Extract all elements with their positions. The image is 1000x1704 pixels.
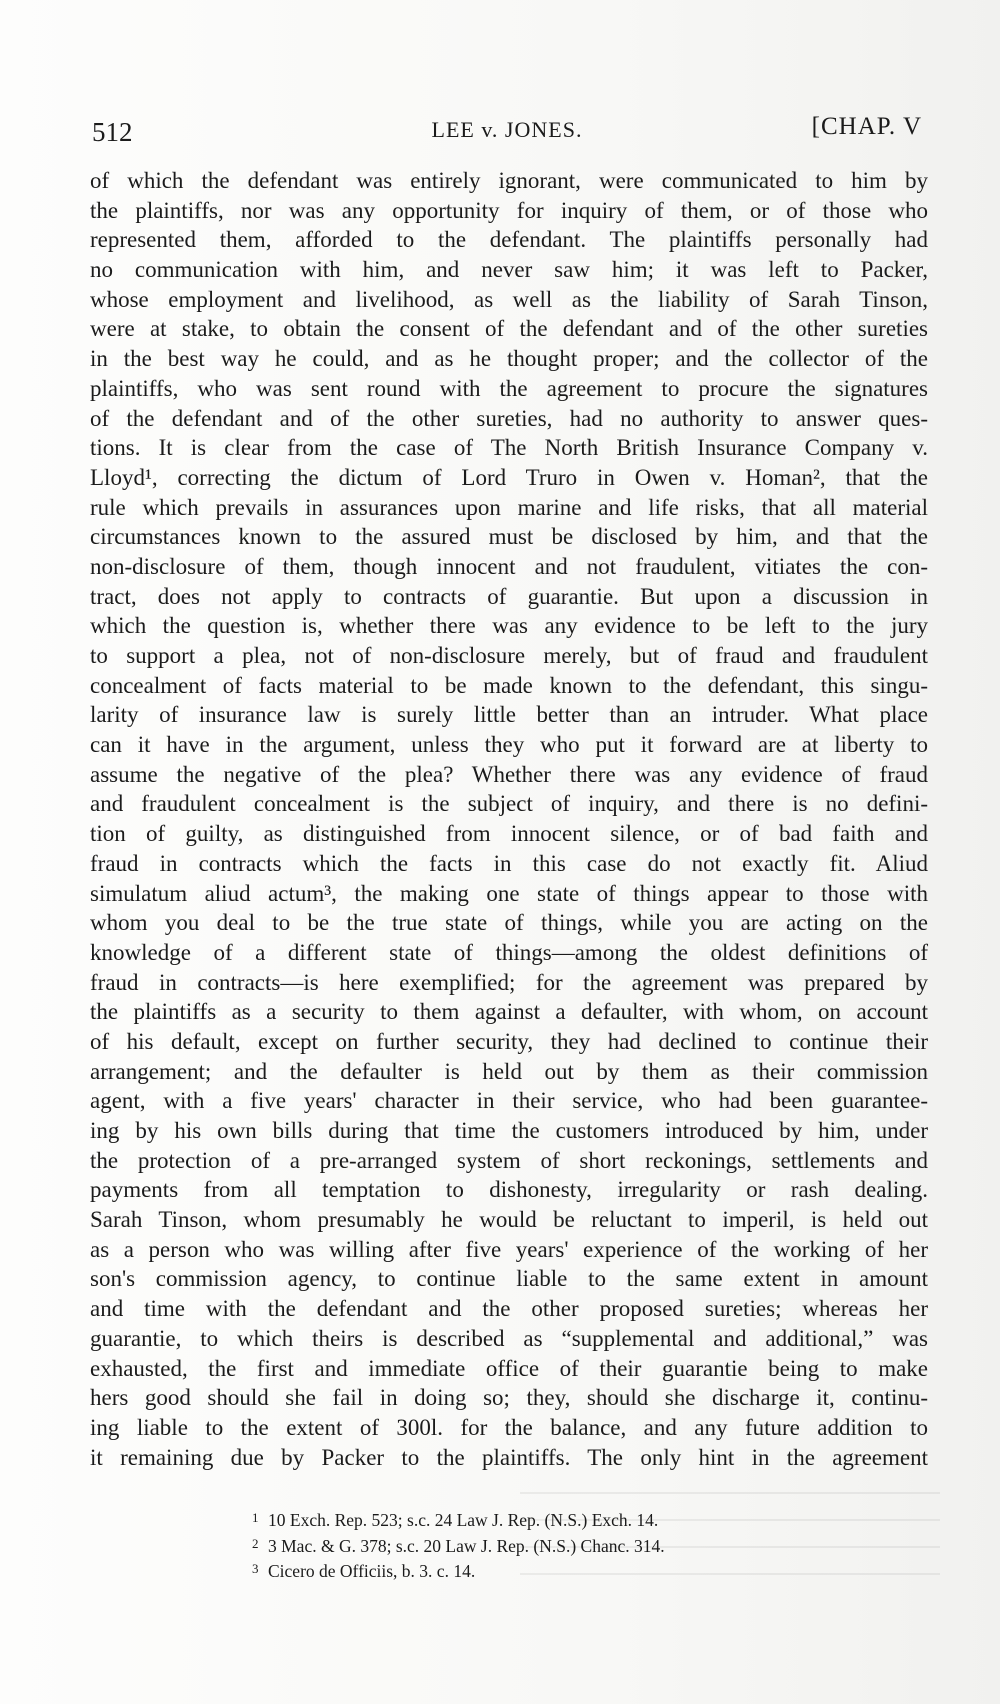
footnotes [252,1505,852,1582]
text-line: represented them, afforded to the defendant. The plaintiffs personally had [90,227,928,253]
text-line: payments from all temptation to dishonesty, irregularity or rash dealing. [90,1177,928,1203]
text-line: the plaintiffs, nor was any opportunity for inquiry of them, or of those who [90,197,928,223]
text-line: which the question is, whether there was any evidence to be left to the jury [90,613,928,639]
text-line: son's commission agency, to continue liable to the same extent in amount [90,1266,928,1292]
text-line: and time with the defendant and the other proposed sureties; whereas her [90,1296,928,1322]
main-text [90,166,928,1472]
text-line: tion of guilty, as distinguished from innocent silence, or of bad faith and [90,821,928,847]
text-line: Sarah Tinson, whom presumably he would be reluctant to imperil, is held out [90,1207,928,1233]
text-line: no communication with him, and never saw him; it was left to Packer, [90,257,928,283]
text-line: guarantie, to which theirs is described as “supplemental and additional,” was [90,1325,928,1351]
text-line: tions. It is clear from the case of The North British Insurance Company v. [90,435,928,461]
text-line: can it have in the argument, unless they who put it forward are at liberty to [90,732,928,758]
footnote [252,1505,852,1531]
text-line: non-disclosure of them, though innocent and not fraudulent, vitiates the con- [90,553,928,579]
text-line: of which the defendant was entirely ignorant, were communicated to him by [90,168,928,193]
text-line: fraud in contracts which the facts in this case do not exactly fit. Aliud [90,850,928,876]
text-line: tract, does not apply to contracts of guarantie. But upon a discussion in [90,583,928,609]
text-line: simulatum aliud actum³, the making one state of things appear to those with [90,880,928,906]
text-line: to support a plea, not of non-disclosure merely, but of fraud and fraudulent [90,643,928,668]
text-line: the protection of a pre-arranged system of short reckonings, settlements and [90,1147,928,1173]
page-header [92,113,922,149]
text-line: circumstances known to the assured must be disclosed by him, and that the [90,524,928,550]
text-line: exhausted, the first and immediate office of their guarantie being to make [90,1355,928,1381]
footnote-mark: 3 [252,1561,259,1576]
text-line: it remaining due by Packer to the plaintiffs. The only hint in the agreement [90,1444,928,1470]
text-line: in the best way he could, and as he thought proper; and the collector of the [90,346,928,372]
chapter-label: [CHAP. V [811,113,922,140]
text-line: larity of insurance law is surely little better than an intruder. What place [90,702,928,728]
text-line: of his default, except on further security, they had declined to continue their [90,1028,928,1054]
text-line: and fraudulent concealment is the subject of inquiry, and there is no defini- [90,791,928,817]
footnote-text: 10 Exch. Rep. 523; s.c. 24 Law J. Rep. (N.S.) Exch. 14. [268,1510,659,1530]
footnote-text: 3 Mac. & G. 378; s.c. 20 Law J. Rep. (N.S.) Chanc. 314. [268,1535,665,1556]
text-line: of the defendant and of the other sureties, had no authority to answer ques- [90,405,928,431]
text-line: ing by his own bills during that time the customers introduced by him, under [90,1118,928,1143]
text-line: knowledge of a different state of things—among the oldest definitions of [90,939,928,965]
text-line: the plaintiffs as a security to them against a defaulter, with whom, on account [90,999,928,1025]
text-line: plaintiffs, who was sent round with the agreement to procure the signatures [90,375,928,401]
footnote-mark: 1 [252,1510,259,1525]
text-line: agent, with a five years' character in their service, who had been guarantee- [90,1088,928,1114]
page-number: 512 [92,117,133,147]
text-line: whom you deal to be the true state of things, while you are acting on the [90,910,928,936]
footnote-text: Cicero de Officiis, b. 3. c. 14. [268,1561,476,1581]
text-line: concealment of facts material to be made known to the defendant, this singu- [90,672,928,698]
footnote [252,1531,852,1557]
text-line: were at stake, to obtain the consent of the defendant and of the other sureties [90,316,928,342]
text-line: ing liable to the extent of 300l. for the balance, and any future addition to [90,1414,928,1440]
text-line: hers good should she fail in doing so; they, should she discharge it, continu- [90,1385,928,1411]
text-line: arrangement; and the defaulter is held out by them as their commission [90,1058,928,1084]
footnote-mark: 2 [252,1535,259,1551]
text-line: as a person who was willing after five years' experience of the working of her [90,1236,928,1262]
running-title: LEE v. JONES. [431,117,583,142]
text-line: rule which prevails in assurances upon marine and life risks, that all material [90,494,928,520]
text-line: fraud in contracts—is here exemplified; for the agreement was prepared by [90,969,928,995]
footnote [252,1556,852,1582]
text-line: assume the negative of the plea? Whether there was any evidence of fraud [90,761,928,787]
text-line: whose employment and livelihood, as well as the liability of Sarah Tinson, [90,286,928,312]
text-line: Lloyd¹, correcting the dictum of Lord Truro in Owen v. Homan², that the [90,464,928,490]
